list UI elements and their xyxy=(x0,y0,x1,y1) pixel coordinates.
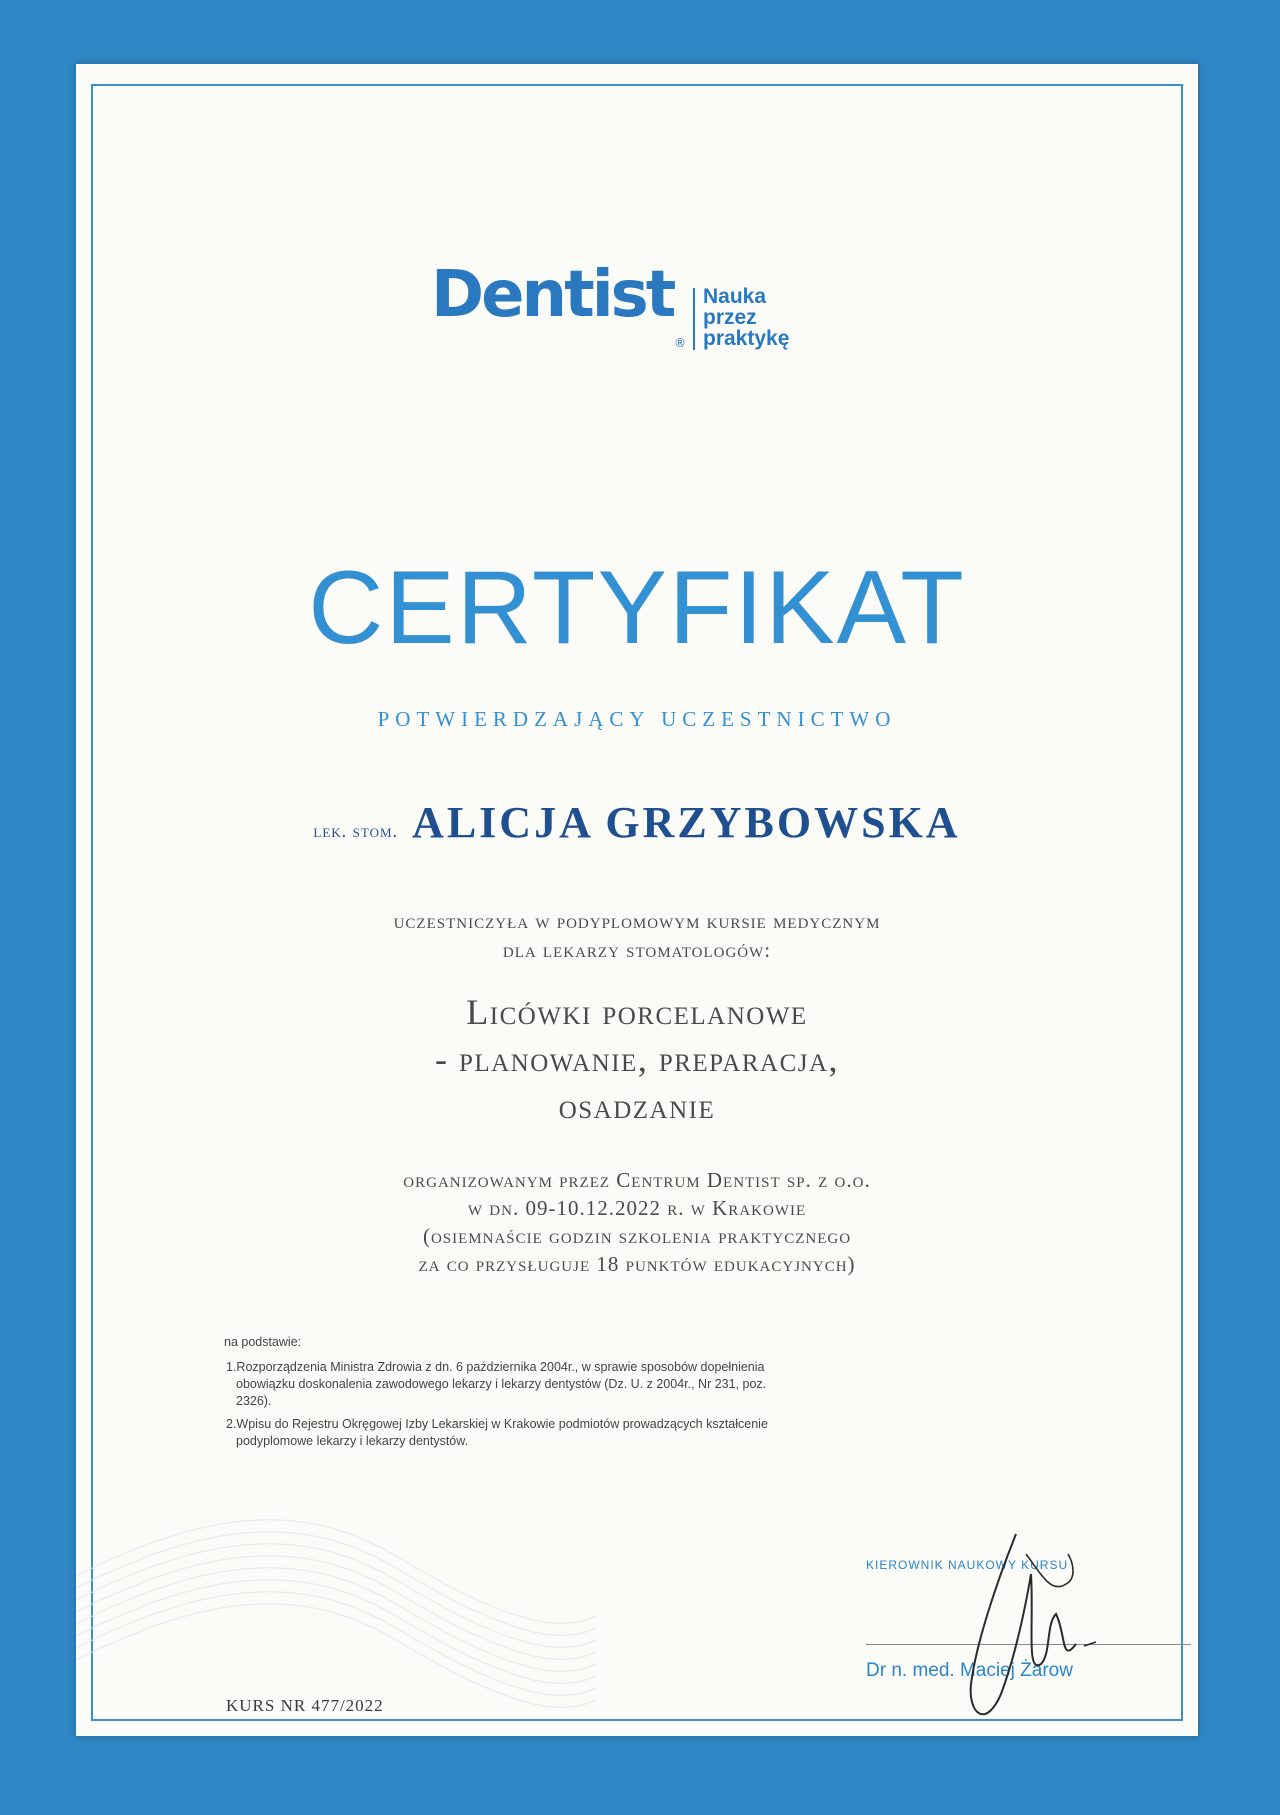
logo-divider xyxy=(693,288,695,350)
logo-brand: Dentist xyxy=(431,258,674,332)
dentist-logo xyxy=(431,214,861,354)
signature-label: KIEROWNIK NAUKOWY KURSU xyxy=(866,1558,1069,1572)
legal-item: 1.Rozporządzenia Ministra Zdrowia z dn. 6 października 2004r., w sprawie sposobów dopełnienia obowiązku doskonalenia zawodowego lekarzy i lekarzy dentystów (Dz. U. z 2004r., Nr 231, poz. 2326). xyxy=(226,1360,767,1408)
participation-text: uczestniczyła w podyplomowym kursie medycznym dla lekarzy stomatologów: xyxy=(393,909,881,962)
logo-tagline: Nauka przez praktykę xyxy=(703,285,790,350)
handwritten-signature xyxy=(956,1514,1156,1744)
recipient-honorific: lek. stom. xyxy=(313,821,399,841)
signatory-name: Dr n. med. Maciej Żarow xyxy=(866,1660,1073,1681)
certificate-title: CERTYFIKAT xyxy=(308,550,966,666)
certificate-subtitle: POTWIERDZAJĄCY UCZESTNICTWO xyxy=(377,707,897,731)
recipient-line xyxy=(76,797,1198,848)
course-details: organizowanym przez Centrum Dentist sp. z o.o. w dn. 09-10.12.2022 r. w Krakowie (osiemnaście godzin szkolenia praktycznego za co przysługuje 18 punktów edukacyjnych) xyxy=(403,1168,871,1276)
legal-heading: na podstawie: xyxy=(224,1335,302,1349)
course-number: KURS NR 477/2022 xyxy=(226,1696,384,1715)
recipient-name: ALICJA GRZYBOWSKA xyxy=(412,798,961,847)
certificate-paper xyxy=(76,64,1198,1736)
course-title: Licówki porcelanowe - planowanie, preparacja, osadzanie xyxy=(434,992,840,1126)
legal-item: 2.Wpisu do Rejestru Okręgowej Izby Lekarskiej w Krakowie podmiotów prowadzących kształcenie podyplomowe lekarzy i lekarzy dentystów. xyxy=(226,1417,768,1448)
legal-basis xyxy=(224,1334,784,1456)
logo-registered-mark: ® xyxy=(674,336,686,350)
